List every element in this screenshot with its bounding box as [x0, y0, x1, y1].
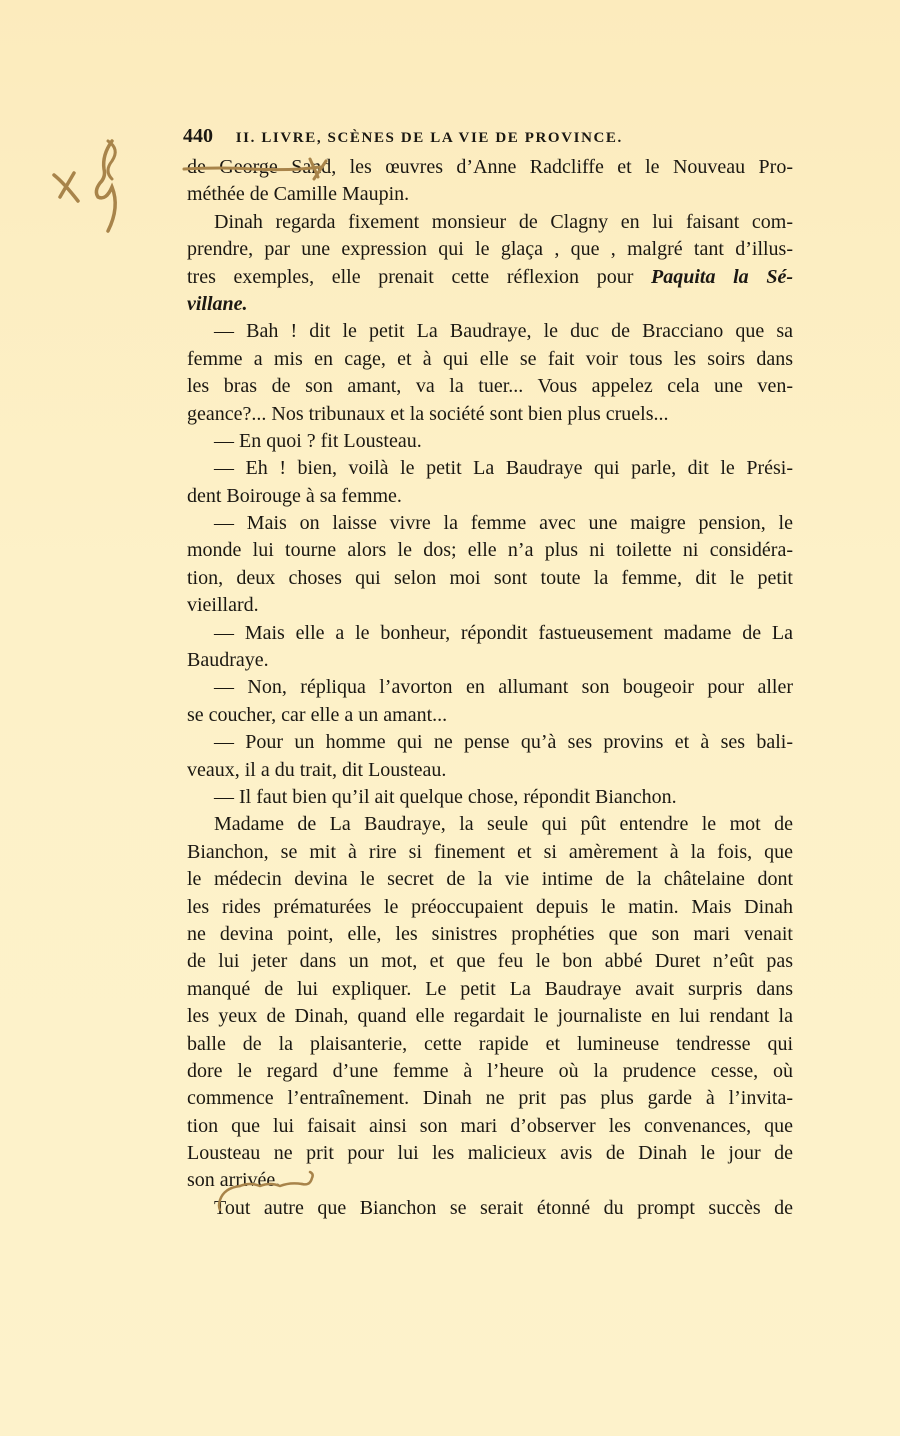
- text-line: [187, 346, 793, 373]
- text-line: [187, 428, 793, 455]
- text-line: [187, 1031, 793, 1058]
- text-line: [187, 565, 793, 592]
- page-header: [183, 124, 703, 150]
- italic-title: Paquita la Sé-: [651, 265, 794, 288]
- text-line-content: les rides prématurées le préoccupaient depuis le matin. Mais Dinah: [187, 895, 793, 918]
- text-line-content: tion, deux choses qui selon moi sont toute la femme, dit le petit: [187, 566, 793, 589]
- text-line: [187, 236, 793, 263]
- text-line-content: Lousteau ne prit pour lui les malicieux avis de Dinah le jour de: [187, 1142, 793, 1165]
- text-line: [187, 181, 793, 208]
- text-line-content: Madame de La Baudraye, la seule qui pût entendre le mot de: [214, 813, 793, 836]
- text-line-content: — Mais elle a le bonheur, répondit fastueusement madame de La: [214, 621, 793, 644]
- handwritten-margin-note: [50, 135, 140, 235]
- text-line: [187, 1140, 793, 1167]
- text-line-content: tion que lui faisait ainsi son mari d’observer les convenances, que: [187, 1114, 793, 1137]
- text-line: [187, 483, 793, 510]
- text-line: [187, 1003, 793, 1030]
- text-line-content: — Eh ! bien, voilà le petit La Baudraye qui parle, dit le Prési-: [214, 457, 793, 480]
- text-line: [187, 620, 793, 647]
- italic-title: villane.: [187, 292, 248, 315]
- text-line: [187, 894, 793, 921]
- text-line-content: méthée de Camille Maupin.: [187, 183, 410, 206]
- text-line-content: manqué de lui expliquer. Le petit La Baudraye avait surpris dans: [187, 977, 793, 1000]
- text-line: [187, 647, 793, 674]
- text-line: [187, 1113, 793, 1140]
- text-line-content: son arrivée.: [187, 1169, 281, 1192]
- text-line-content: monde lui tourne alors le dos; elle n’a plus ni toilette ni considéra-: [187, 539, 793, 562]
- text-line: [187, 811, 793, 838]
- text-line: [187, 209, 793, 236]
- text-line-content: de lui jeter dans un mot, et que feu le bon abbé Duret n’eût pas: [187, 950, 793, 973]
- text-line-content: prendre, par une expression qui le glaça , que , malgré tant d’illus-: [187, 238, 793, 261]
- text-line-content: les yeux de Dinah, quand elle regardait le journaliste en lui rendant la: [187, 1005, 793, 1028]
- text-line-content: geance?... Nos tribunaux et la société sont bien plus cruels...: [187, 402, 669, 425]
- text-line-content: — Il faut bien qu’il ait quelque chose, répondit Bianchon.: [214, 785, 677, 808]
- text-line: [187, 455, 793, 482]
- text-line: [187, 784, 793, 811]
- text-line-content: dent Boirouge à sa femme.: [187, 484, 402, 507]
- text-line: [187, 866, 793, 893]
- text-line-content: les bras de son amant, va la tuer... Vous appelez cela une ven-: [187, 375, 793, 398]
- text-line-content: ne devina point, elle, les sinistres prophéties que son mari venait: [187, 922, 793, 945]
- text-line: [187, 1058, 793, 1085]
- text-line: [187, 510, 793, 537]
- text-line-content: — Pour un homme qui ne pense qu’à ses provins et à ses bali-: [214, 731, 793, 754]
- body-text: [187, 154, 793, 1222]
- text-line: [187, 921, 793, 948]
- text-line: [187, 839, 793, 866]
- text-line-content: Tout autre que Bianchon se serait étonné du prompt succès de: [214, 1196, 793, 1219]
- text-line-content: femme a mis en cage, et à qui elle se fait voir tous les soirs dans: [187, 347, 793, 370]
- text-line-content: — Bah ! dit le petit La Baudraye, le duc de Bracciano que sa: [214, 320, 793, 343]
- text-line: [187, 373, 793, 400]
- text-line: [187, 1085, 793, 1112]
- text-line-content: tres exemples, elle prenait cette réflexion pour: [187, 265, 652, 288]
- handwritten-paragraph-mark: [210, 1170, 330, 1214]
- text-line-content: balle de la plaisanterie, cette rapide et lumineuse tendresse qui: [187, 1032, 793, 1055]
- text-line-content: commence l’entraînement. Dinah ne prit pas plus garde à l’invita-: [187, 1087, 793, 1110]
- text-line: [187, 729, 793, 756]
- text-line-content: vieillard.: [187, 594, 259, 617]
- text-line-content: dore le regard d’une femme à l’heure où la prudence cesse, où: [187, 1059, 793, 1082]
- text-line-content: le médecin devina le secret de la vie intime de la châtelaine dont: [187, 868, 793, 891]
- text-line: [187, 702, 793, 729]
- text-line-content: Baudraye.: [187, 649, 269, 672]
- text-line: [187, 318, 793, 345]
- text-line: [187, 592, 793, 619]
- text-line-content: Dinah regarda fixement monsieur de Clagny en lui faisant com-: [214, 210, 793, 233]
- text-line: [187, 401, 793, 428]
- text-line-content: — En quoi ? fit Lousteau.: [214, 429, 422, 452]
- text-line-content: de George Sand, les œuvres d’Anne Radcliffe et le Nouveau Pro-: [187, 156, 793, 178]
- text-line-content: Bianchon, se mit à rire si finement et si amèrement à la fois, que: [187, 840, 793, 863]
- text-line-content: veaux, il a du trait, dit Lousteau.: [187, 758, 447, 781]
- strikethrough-mark: [182, 155, 332, 185]
- text-line: [187, 948, 793, 975]
- text-line-content: — Mais on laisse vivre la femme avec une maigre pension, le: [214, 512, 793, 535]
- text-line: [187, 976, 793, 1003]
- text-line-content: se coucher, car elle a un amant...: [187, 703, 448, 726]
- text-line: [187, 674, 793, 701]
- text-line-content: — Non, répliqua l’avorton en allumant son bougeoir pour aller: [214, 676, 793, 699]
- page-number: 440: [183, 125, 213, 147]
- text-line: [187, 757, 793, 784]
- text-line: [187, 264, 793, 291]
- text-line: [187, 537, 793, 564]
- running-title: II. LIVRE, SCÈNES DE LA VIE DE PROVINCE.: [235, 130, 623, 146]
- text-line: [187, 291, 793, 318]
